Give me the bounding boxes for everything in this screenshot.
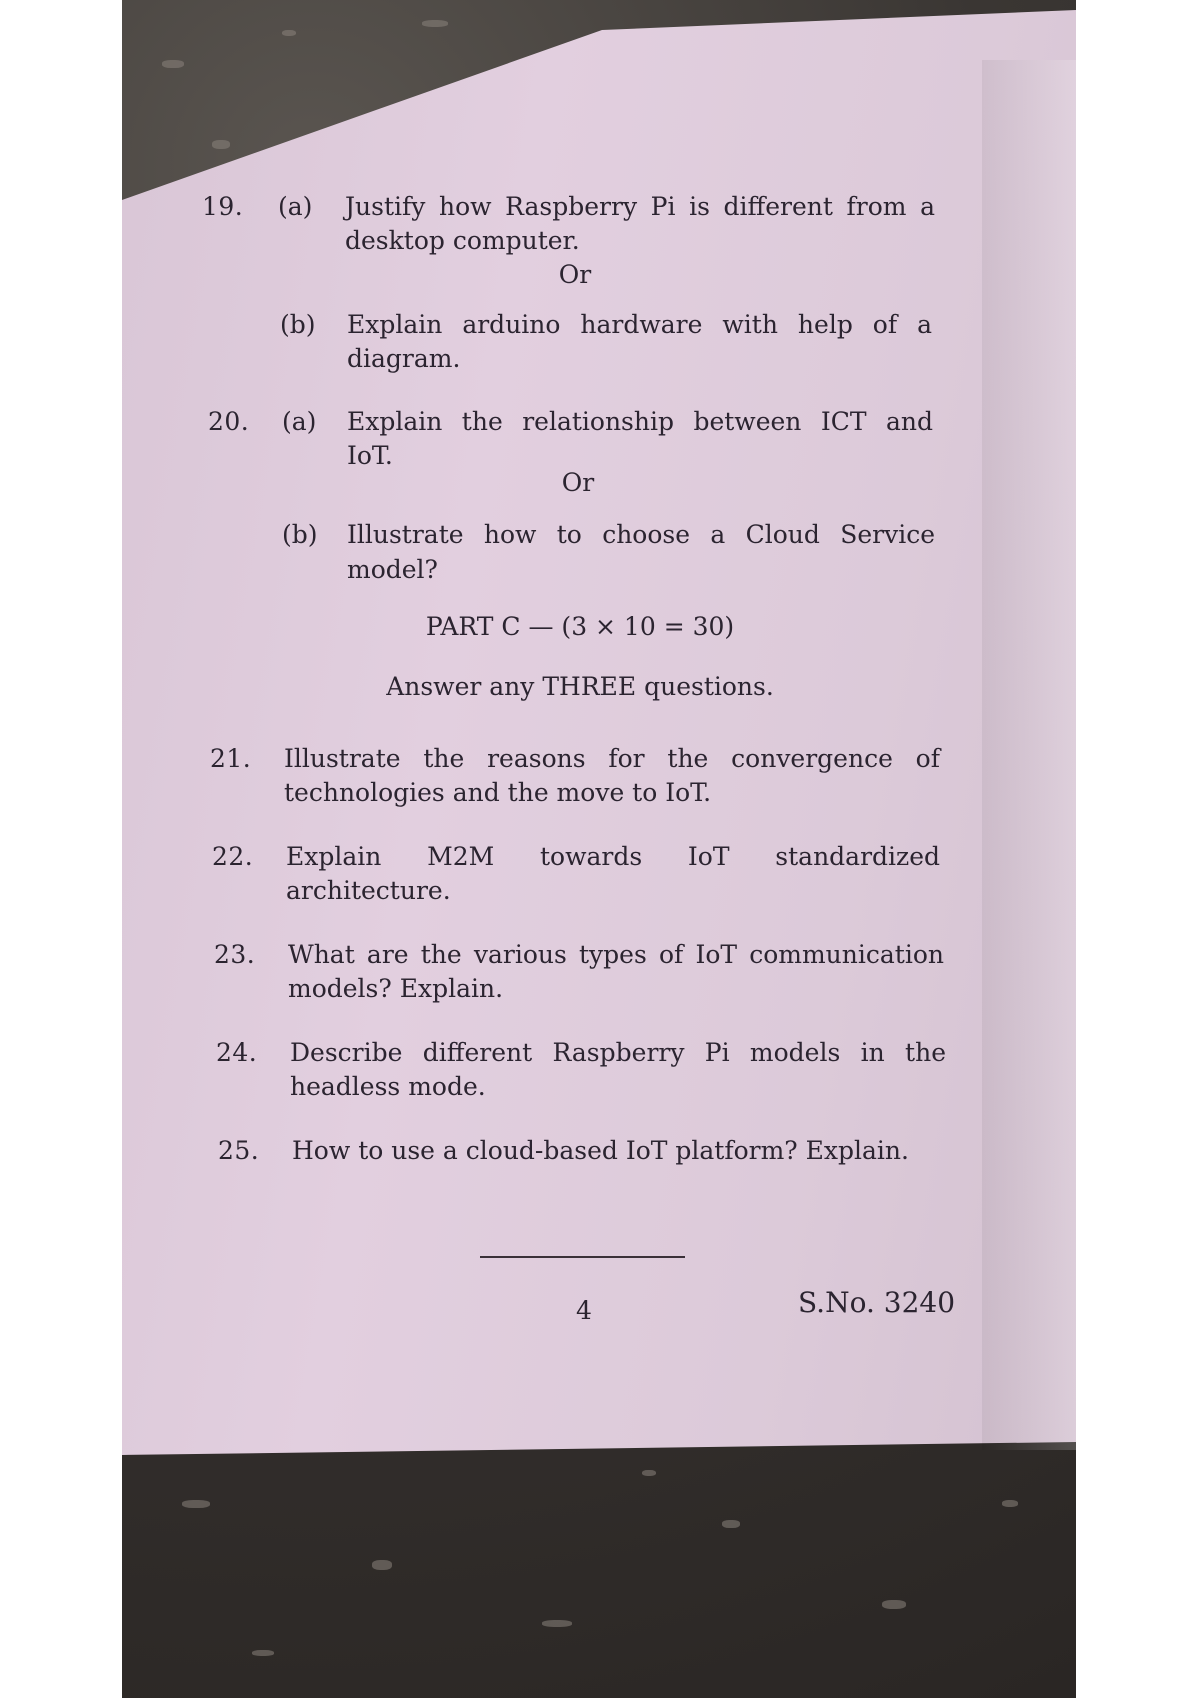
ground-speck — [542, 1620, 572, 1627]
paper-fold-shadow — [982, 60, 1076, 1450]
question-text-line: Explain arduino hardware with help of a — [347, 310, 932, 339]
question-text-line: IoT. — [347, 441, 393, 470]
option-label: (b) — [282, 520, 318, 549]
ground-speck — [372, 1560, 392, 1570]
ground-speck — [212, 140, 230, 149]
question-number: 25. — [218, 1136, 260, 1165]
part-c-heading: PART C — (3 × 10 = 30) — [425, 612, 735, 641]
end-rule — [480, 1256, 685, 1258]
page-number: 4 — [576, 1296, 592, 1325]
ground-speck — [282, 30, 296, 36]
question-number: 23. — [214, 940, 256, 969]
question-text-line: Describe different Raspberry Pi models in the — [290, 1038, 946, 1067]
question-text-line: diagram. — [347, 344, 461, 373]
serial-number: S.No. 3240 — [798, 1286, 956, 1319]
question-text-line: desktop computer. — [345, 226, 580, 255]
option-label: (a) — [278, 192, 313, 221]
question-text-line: models? Explain. — [288, 974, 504, 1003]
question-text-line: Explain M2M towards IoT standardized — [286, 842, 940, 871]
ground-speck — [182, 1500, 210, 1508]
question-number: 24. — [216, 1038, 258, 1067]
question-text-line: architecture. — [286, 876, 451, 905]
ground-speck — [1002, 1500, 1018, 1507]
ground-speck — [422, 20, 448, 27]
ground-speck — [722, 1520, 740, 1528]
question-text-line: technologies and the move to IoT. — [284, 778, 712, 807]
question-text-line: How to use a cloud-based IoT platform? Explain. — [292, 1136, 909, 1165]
option-label: (b) — [280, 310, 316, 339]
question-text-line: What are the various types of IoT communication — [288, 940, 944, 969]
ground-speck — [642, 1470, 656, 1476]
part-c-instruction: Answer any THREE questions. — [386, 672, 774, 701]
question-text-line: Explain the relationship between ICT and — [347, 407, 933, 436]
ground-speck — [252, 1650, 274, 1656]
question-number: 21. — [210, 744, 252, 773]
question-text-line: model? — [347, 555, 438, 584]
ground-speck — [882, 1600, 906, 1609]
question-text-line: Illustrate the reasons for the convergence of — [284, 744, 940, 773]
question-text-line: Justify how Raspberry Pi is different from a — [345, 192, 935, 221]
or-separator: Or — [558, 260, 592, 289]
option-label: (a) — [282, 407, 317, 436]
question-number: 19. — [202, 192, 244, 221]
question-number: 22. — [212, 842, 254, 871]
ground-speck — [162, 60, 184, 68]
question-text-line: headless mode. — [290, 1072, 486, 1101]
question-text-line: Illustrate how to choose a Cloud Service — [347, 520, 935, 549]
or-separator: Or — [561, 468, 595, 497]
question-number: 20. — [208, 407, 250, 436]
